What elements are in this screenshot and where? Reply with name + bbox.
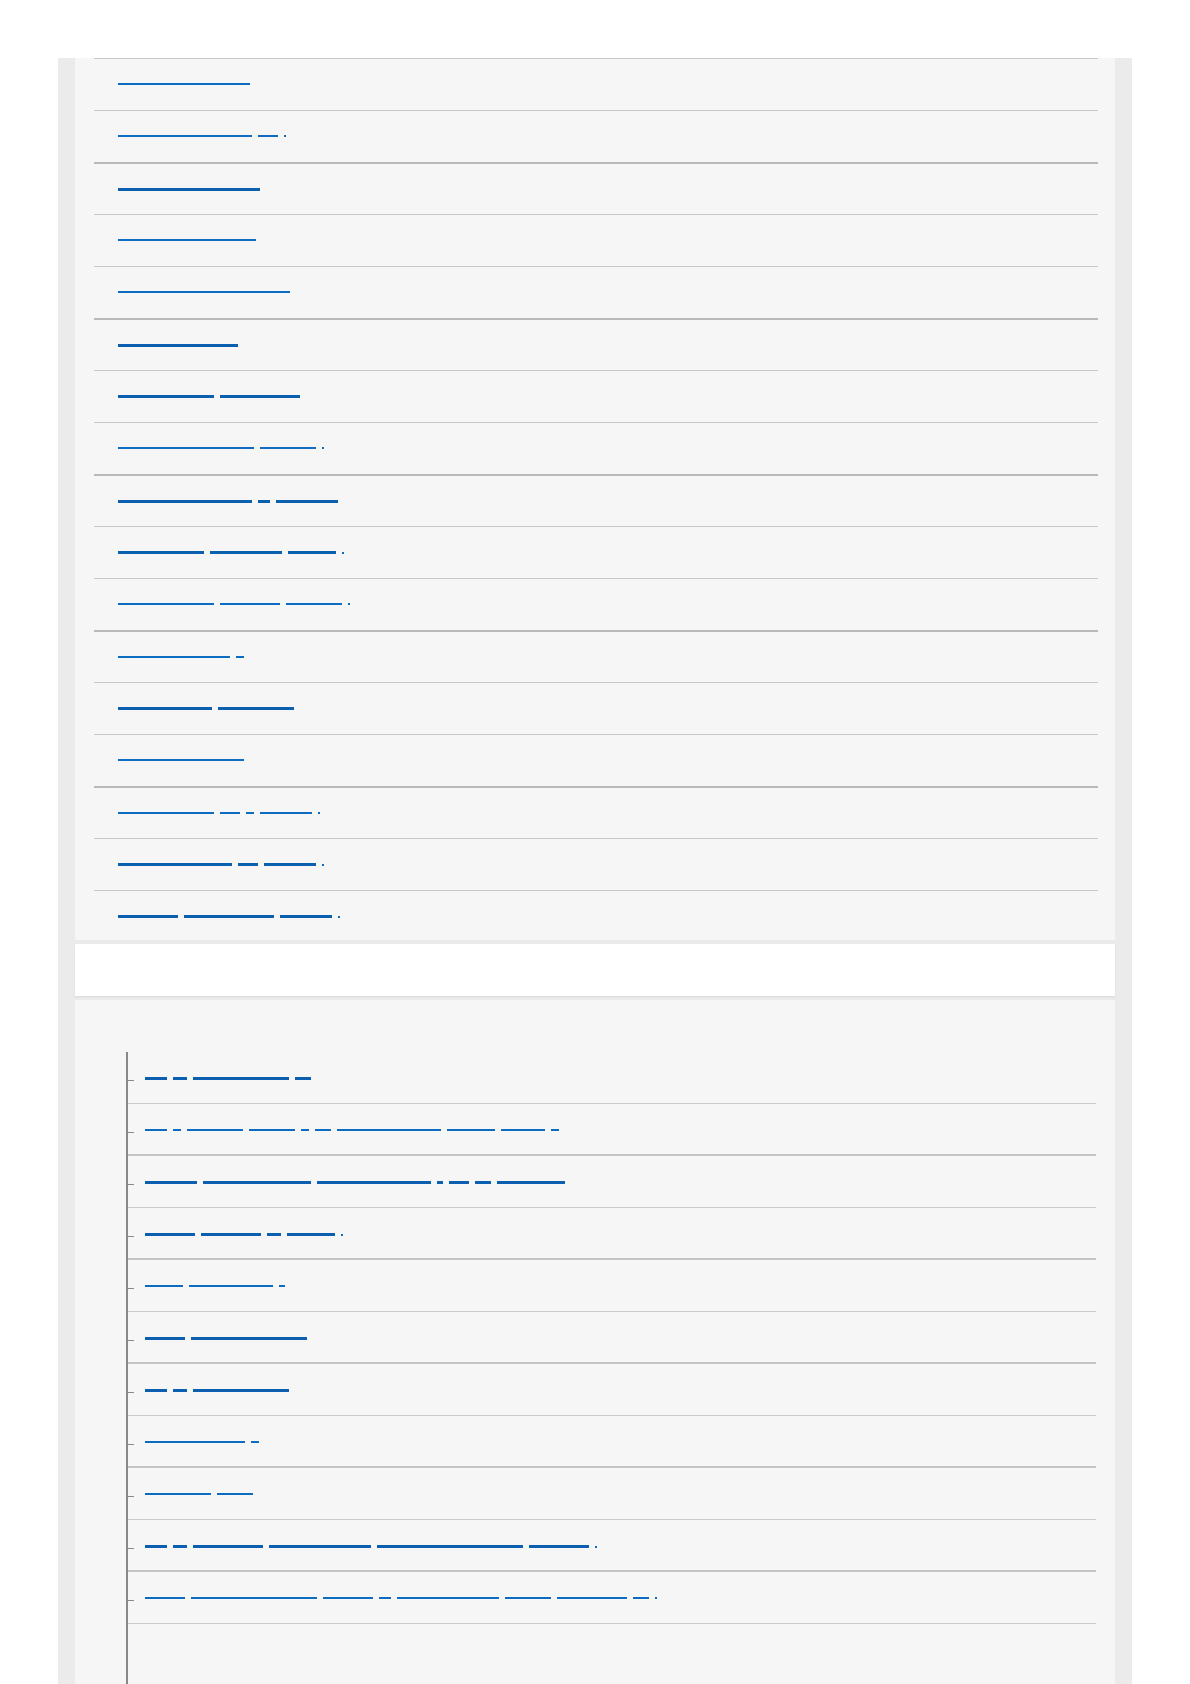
top-list-item: [94, 474, 1098, 526]
link-underline-segment: [251, 1441, 259, 1443]
item-link[interactable]: [118, 603, 350, 605]
item-link[interactable]: [118, 83, 256, 85]
top-list-item: [94, 578, 1098, 630]
link-underline-segment: [145, 1493, 211, 1495]
item-link[interactable]: [118, 395, 306, 398]
link-underline-segment: [238, 863, 258, 866]
link-underline-segment: [118, 83, 250, 85]
item-link[interactable]: [118, 447, 324, 449]
section-divider-bar: [75, 944, 1115, 996]
top-list-item: [94, 838, 1098, 890]
link-underline-segment: [118, 395, 214, 398]
link-trailing-dot: [341, 1234, 343, 1236]
top-list-item: [94, 318, 1098, 370]
link-underline-segment: [246, 812, 254, 814]
link-trailing-dot: [322, 864, 324, 866]
link-underline-segment: [264, 863, 316, 866]
link-underline-segment: [193, 1077, 289, 1080]
item-link[interactable]: [118, 863, 324, 866]
link-trailing-dot: [342, 552, 344, 554]
link-underline-segment: [267, 1233, 281, 1236]
link-underline-segment: [118, 812, 214, 814]
link-underline-segment: [118, 188, 260, 191]
link-underline-segment: [529, 1545, 589, 1548]
link-underline-segment: [145, 1129, 167, 1131]
nested-list-item: [128, 1312, 1096, 1364]
item-link[interactable]: [118, 291, 296, 293]
link-underline-segment: [118, 707, 212, 710]
item-link[interactable]: [118, 239, 262, 241]
link-underline-segment: [145, 1337, 185, 1340]
link-underline-segment: [118, 863, 232, 866]
top-list-item: [94, 370, 1098, 422]
item-link[interactable]: [118, 915, 340, 918]
link-underline-segment: [258, 135, 278, 137]
link-underline-segment: [475, 1181, 491, 1184]
top-list-item: [94, 58, 1098, 110]
top-list-item: [94, 266, 1098, 318]
nested-list-item: [128, 1572, 1096, 1624]
link-trailing-dot: [322, 447, 324, 449]
link-underline-segment: [118, 239, 256, 241]
item-link[interactable]: [118, 656, 250, 658]
link-underline-segment: [269, 1545, 371, 1548]
link-underline-segment: [249, 1129, 295, 1131]
link-underline-segment: [286, 603, 342, 605]
nested-list-item: [128, 1260, 1096, 1312]
item-link[interactable]: [145, 1181, 571, 1184]
item-link[interactable]: [145, 1493, 259, 1495]
item-link[interactable]: [145, 1597, 657, 1599]
link-underline-segment: [449, 1181, 469, 1184]
link-trailing-dot: [338, 916, 340, 918]
link-underline-segment: [118, 500, 252, 503]
link-underline-segment: [288, 551, 336, 554]
link-underline-segment: [280, 915, 332, 918]
link-underline-segment: [145, 1077, 167, 1080]
link-underline-segment: [236, 656, 244, 658]
nested-list-item: [128, 1468, 1096, 1520]
link-underline-segment: [145, 1181, 197, 1184]
link-underline-segment: [193, 1545, 263, 1548]
top-link-list: [94, 58, 1098, 942]
top-list-item: [94, 630, 1098, 682]
link-underline-segment: [118, 551, 204, 554]
link-underline-segment: [437, 1181, 443, 1184]
link-underline-segment: [377, 1545, 523, 1548]
link-underline-segment: [217, 1493, 253, 1495]
link-underline-segment: [279, 1285, 285, 1287]
link-underline-segment: [497, 1181, 565, 1184]
link-underline-segment: [447, 1129, 495, 1131]
item-link[interactable]: [118, 759, 250, 761]
link-underline-segment: [397, 1597, 499, 1599]
link-underline-segment: [633, 1597, 649, 1599]
link-underline-segment: [258, 500, 270, 503]
link-underline-segment: [118, 447, 254, 449]
link-underline-segment: [301, 1129, 309, 1131]
link-underline-segment: [220, 812, 240, 814]
nested-link-list: [128, 1052, 1096, 1624]
nested-list-item: [128, 1364, 1096, 1416]
item-link[interactable]: [145, 1337, 313, 1340]
link-underline-segment: [317, 1181, 431, 1184]
link-underline-segment: [551, 1129, 559, 1131]
nested-list-item: [128, 1416, 1096, 1468]
link-trailing-dot: [655, 1597, 657, 1599]
link-underline-segment: [218, 707, 294, 710]
top-list-item: [94, 682, 1098, 734]
top-list-item: [94, 214, 1098, 266]
link-underline-segment: [145, 1285, 183, 1287]
link-underline-segment: [201, 1233, 261, 1236]
link-underline-segment: [191, 1337, 307, 1340]
nested-list-item: [128, 1052, 1096, 1104]
top-list-item: [94, 526, 1098, 578]
link-underline-segment: [187, 1129, 243, 1131]
link-underline-segment: [145, 1389, 167, 1392]
item-link[interactable]: [145, 1545, 597, 1548]
item-link[interactable]: [145, 1129, 565, 1131]
link-underline-segment: [145, 1597, 185, 1599]
link-underline-segment: [260, 812, 312, 814]
link-underline-segment: [295, 1077, 311, 1080]
nested-list-item: [128, 1104, 1096, 1156]
link-underline-segment: [189, 1285, 273, 1287]
link-underline-segment: [337, 1129, 441, 1131]
item-link[interactable]: [145, 1077, 317, 1080]
link-underline-segment: [315, 1129, 331, 1131]
top-list-item: [94, 110, 1098, 162]
link-underline-segment: [173, 1077, 187, 1080]
link-underline-segment: [203, 1181, 311, 1184]
link-underline-segment: [118, 656, 230, 658]
item-link[interactable]: [118, 188, 266, 191]
link-trailing-dot: [284, 135, 286, 137]
link-underline-segment: [191, 1597, 317, 1599]
link-underline-segment: [118, 291, 290, 293]
link-underline-segment: [505, 1597, 551, 1599]
link-underline-segment: [118, 344, 238, 347]
top-list-item: [94, 734, 1098, 786]
link-underline-segment: [118, 759, 244, 761]
nested-list-item: [128, 1520, 1096, 1572]
link-underline-segment: [193, 1389, 289, 1392]
nested-list-item: [128, 1156, 1096, 1208]
link-underline-segment: [379, 1597, 391, 1599]
link-underline-segment: [173, 1129, 181, 1131]
link-underline-segment: [145, 1441, 245, 1443]
link-underline-segment: [118, 135, 252, 137]
link-underline-segment: [220, 395, 300, 398]
link-underline-segment: [145, 1545, 167, 1548]
item-link[interactable]: [118, 500, 344, 503]
item-link[interactable]: [118, 707, 300, 710]
item-link[interactable]: [118, 135, 286, 137]
top-list-item: [94, 162, 1098, 214]
link-underline-segment: [173, 1389, 187, 1392]
item-link[interactable]: [145, 1441, 265, 1443]
top-list-item: [94, 422, 1098, 474]
link-underline-segment: [210, 551, 282, 554]
item-link[interactable]: [145, 1389, 295, 1392]
item-link[interactable]: [145, 1285, 291, 1287]
link-underline-segment: [287, 1233, 335, 1236]
link-underline-segment: [323, 1597, 373, 1599]
link-underline-segment: [118, 603, 214, 605]
link-underline-segment: [220, 603, 280, 605]
top-list-item: [94, 786, 1098, 838]
link-underline-segment: [260, 447, 316, 449]
link-trailing-dot: [348, 603, 350, 605]
top-list-item: [94, 890, 1098, 942]
item-link[interactable]: [118, 344, 244, 347]
link-underline-segment: [173, 1545, 187, 1548]
link-trailing-dot: [318, 812, 320, 814]
link-underline-segment: [184, 915, 274, 918]
item-link[interactable]: [118, 551, 344, 554]
nested-list-item: [128, 1208, 1096, 1260]
link-trailing-dot: [595, 1546, 597, 1548]
link-underline-segment: [501, 1129, 545, 1131]
item-link[interactable]: [118, 812, 320, 814]
link-underline-segment: [118, 915, 178, 918]
link-underline-segment: [276, 500, 338, 503]
item-link[interactable]: [145, 1233, 343, 1236]
link-underline-segment: [145, 1233, 195, 1236]
link-underline-segment: [557, 1597, 627, 1599]
